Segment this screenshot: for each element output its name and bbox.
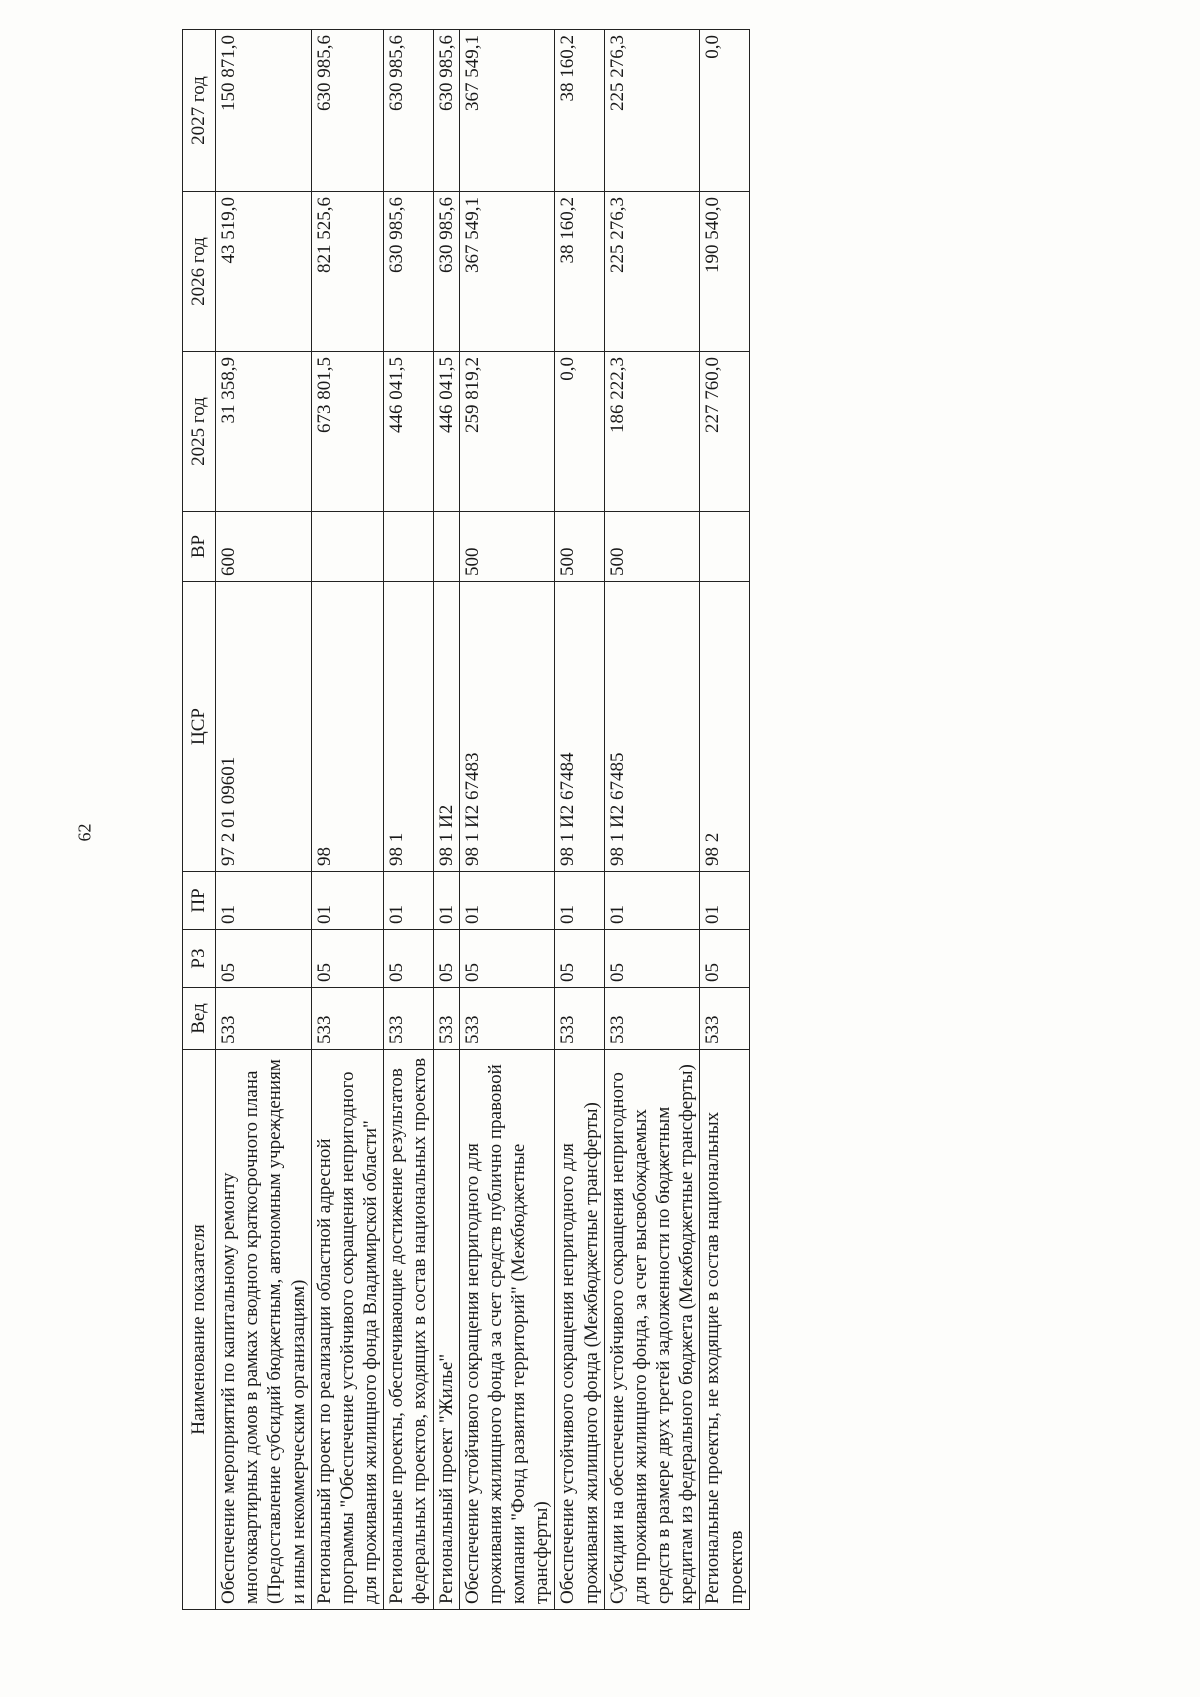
cell-2026: 190 540,0 [700, 192, 749, 352]
page-number: 62 [74, 823, 95, 842]
cell-ved: 533 [604, 988, 700, 1050]
cell-ved: 533 [311, 988, 384, 1050]
cell-2025: 186 222,3 [604, 352, 700, 512]
cell-name: Региональный проект по реализации областной адресной программы "Обеспечение устойчивого сокращения непригодного для проживания жилищного фонда Владимирской области" [311, 1050, 384, 1610]
cell-rz: 05 [216, 930, 312, 988]
cell-vr [700, 512, 749, 582]
cell-2025: 446 041,5 [433, 352, 459, 512]
cell-csr: 98 1 [384, 582, 433, 872]
cell-csr: 98 2 [700, 582, 749, 872]
cell-pr: 01 [700, 872, 749, 930]
cell-rz: 05 [433, 930, 459, 988]
cell-rz: 05 [604, 930, 700, 988]
cell-2026: 630 985,6 [384, 192, 433, 352]
cell-2027: 0,0 [700, 30, 749, 192]
cell-pr: 01 [604, 872, 700, 930]
cell-ved: 533 [700, 988, 749, 1050]
cell-rz: 05 [700, 930, 749, 988]
cell-2027: 38 160,2 [555, 30, 604, 192]
cell-2025: 446 041,5 [384, 352, 433, 512]
table-row [604, 30, 700, 1610]
table-row [459, 30, 555, 1610]
cell-vr: 500 [604, 512, 700, 582]
header-csr: ЦСР [183, 582, 216, 872]
cell-name: Обеспечение устойчивого сокращения непригодного для проживания жилищного фонда за счет средств публично правовой компании "Фонд развития территорий" (Межбюджетные трансферты) [459, 1050, 555, 1610]
cell-2027: 225 276,3 [604, 30, 700, 192]
rotated-table-container [182, 30, 750, 1610]
cell-2026: 43 519,0 [216, 192, 312, 352]
cell-2025: 0,0 [555, 352, 604, 512]
table-row [216, 30, 312, 1610]
cell-pr: 01 [555, 872, 604, 930]
cell-name: Региональные проекты, обеспечивающие достижение результатов федеральных проектов, входящих в состав национальных проектов [384, 1050, 433, 1610]
header-pr: ПР [183, 872, 216, 930]
cell-2027: 630 985,6 [433, 30, 459, 192]
cell-name: Региональный проект "Жилье" [433, 1050, 459, 1610]
cell-pr: 01 [433, 872, 459, 930]
table-row [433, 30, 459, 1610]
cell-csr: 98 1 И2 67483 [459, 582, 555, 872]
cell-name: Обеспечение устойчивого сокращения непригодного для проживания жилищного фонда (Межбюджетные трансферты) [555, 1050, 604, 1610]
budget-table [182, 29, 750, 1610]
cell-2025: 31 358,9 [216, 352, 312, 512]
cell-pr: 01 [216, 872, 312, 930]
cell-vr [384, 512, 433, 582]
table-header-row [183, 30, 216, 1610]
cell-csr: 98 1 И2 67484 [555, 582, 604, 872]
cell-name: Субсидии на обеспечение устойчивого сокращения непригодного для проживания жилищного фонда, за счет высвобождаемых средств в размере двух третей задолженности по бюджетным кредитам из федерального бюджета (Межбюджетные трансферты) [604, 1050, 700, 1610]
cell-2027: 630 985,6 [384, 30, 433, 192]
header-2026: 2026 год [183, 192, 216, 352]
table-row [700, 30, 749, 1610]
cell-name: Обеспечение мероприятий по капитальному ремонту многоквартирных домов в рамках сводного краткосрочного плана (Предоставление субсидий бюджетным, автономным учреждениям и иным некоммерческим организациям) [216, 1050, 312, 1610]
cell-rz: 05 [311, 930, 384, 988]
cell-vr [433, 512, 459, 582]
cell-2026: 367 549,1 [459, 192, 555, 352]
cell-name: Региональные проекты, не входящие в состав национальных проектов [700, 1050, 749, 1610]
cell-csr: 97 2 01 09601 [216, 582, 312, 872]
cell-2027: 150 871,0 [216, 30, 312, 192]
cell-2027: 367 549,1 [459, 30, 555, 192]
cell-vr [311, 512, 384, 582]
cell-ved: 533 [384, 988, 433, 1050]
cell-csr: 98 [311, 582, 384, 872]
cell-vr: 500 [555, 512, 604, 582]
cell-ved: 533 [555, 988, 604, 1050]
cell-rz: 05 [555, 930, 604, 988]
cell-pr: 01 [384, 872, 433, 930]
cell-ved: 533 [433, 988, 459, 1050]
cell-ved: 533 [459, 988, 555, 1050]
cell-2026: 38 160,2 [555, 192, 604, 352]
cell-vr: 600 [216, 512, 312, 582]
cell-2025: 259 819,2 [459, 352, 555, 512]
cell-pr: 01 [311, 872, 384, 930]
header-2027: 2027 год [183, 30, 216, 192]
cell-csr: 98 1 И2 [433, 582, 459, 872]
cell-2027: 630 985,6 [311, 30, 384, 192]
header-ved: Вед [183, 988, 216, 1050]
cell-csr: 98 1 И2 67485 [604, 582, 700, 872]
cell-vr: 500 [459, 512, 555, 582]
cell-rz: 05 [384, 930, 433, 988]
cell-rz: 05 [459, 930, 555, 988]
table-row [384, 30, 433, 1610]
header-name: Наименование показателя [183, 1050, 216, 1610]
cell-2025: 227 760,0 [700, 352, 749, 512]
header-vr: ВР [183, 512, 216, 582]
cell-ved: 533 [216, 988, 312, 1050]
table-row [311, 30, 384, 1610]
cell-2026: 821 525,6 [311, 192, 384, 352]
cell-2025: 673 801,5 [311, 352, 384, 512]
cell-2026: 225 276,3 [604, 192, 700, 352]
header-2025: 2025 год [183, 352, 216, 512]
cell-2026: 630 985,6 [433, 192, 459, 352]
cell-pr: 01 [459, 872, 555, 930]
header-rz: РЗ [183, 930, 216, 988]
table-row [555, 30, 604, 1610]
